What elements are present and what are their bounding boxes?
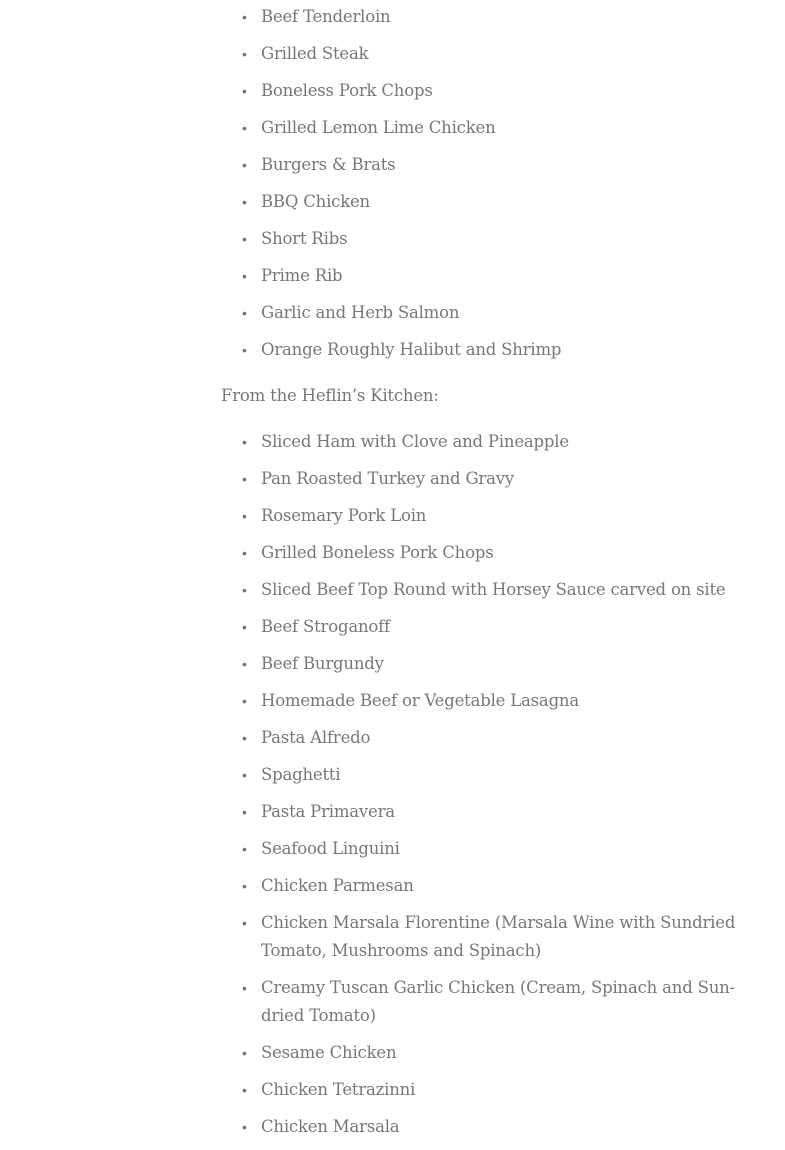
- bullet-icon: •: [242, 1082, 247, 1098]
- bullet-icon: •: [242, 767, 247, 783]
- bullet-icon: •: [242, 268, 247, 284]
- bullet-icon: •: [242, 83, 247, 99]
- bullet-icon: •: [242, 508, 247, 524]
- bullet-icon: •: [242, 305, 247, 321]
- list-item-text: Grilled Lemon Lime Chicken: [261, 118, 496, 137]
- list-item: [221, 428, 761, 456]
- list-item: [221, 761, 761, 789]
- list-item-text: Seafood Linguini: [261, 839, 400, 858]
- list-item-text: Burgers & Brats: [261, 155, 396, 174]
- list-item-text: Sesame Chicken: [261, 1043, 397, 1062]
- list-item: [221, 3, 761, 31]
- list-item: [221, 262, 761, 290]
- list-item-text: Orange Roughly Halibut and Shrimp: [261, 340, 562, 359]
- list-item: [221, 798, 761, 826]
- list-item-text: Chicken Parmesan: [261, 876, 414, 895]
- list-item-text: Short Ribs: [261, 229, 348, 248]
- bullet-icon: •: [242, 841, 247, 857]
- list-item-text: Beef Tenderloin: [261, 7, 391, 26]
- list-item: [221, 151, 761, 179]
- bullet-icon: •: [242, 9, 247, 25]
- list-item-text: Rosemary Pork Loin: [261, 506, 427, 525]
- bullet-icon: •: [242, 915, 247, 931]
- list-item: [221, 974, 761, 1030]
- list-item: [221, 299, 761, 327]
- list-item: [221, 613, 761, 641]
- list-item-text: Sliced Ham with Clove and Pineapple: [261, 432, 569, 451]
- list-item-text: Beef Burgundy: [261, 654, 384, 673]
- list-item-text: Chicken Tetrazinni: [261, 1080, 416, 1099]
- list-item: [221, 835, 761, 863]
- list-item: [221, 576, 761, 604]
- list-item-text: BBQ Chicken: [261, 192, 370, 211]
- list-item: [221, 188, 761, 216]
- list-item-text: Pasta Alfredo: [261, 728, 371, 747]
- bullet-icon: •: [242, 980, 247, 996]
- list-item: [221, 1076, 761, 1104]
- list-item: [221, 1113, 761, 1141]
- list-item-text: Garlic and Herb Salmon: [261, 303, 460, 322]
- list-item: [221, 687, 761, 715]
- bullet-icon: •: [242, 545, 247, 561]
- list-item-text: Chicken Marsala Florentine (Marsala Wine with Sundried Tomato, Mushrooms and Spinach): [261, 913, 736, 960]
- list-item: [221, 909, 761, 965]
- bullet-icon: •: [242, 342, 247, 358]
- bullet-icon: •: [242, 120, 247, 136]
- bullet-icon: •: [242, 471, 247, 487]
- list-item-text: Boneless Pork Chops: [261, 81, 433, 100]
- list-item-text: Grilled Boneless Pork Chops: [261, 543, 494, 562]
- list-item: [221, 114, 761, 142]
- list-item: [221, 225, 761, 253]
- list-item-text: Pan Roasted Turkey and Gravy: [261, 469, 515, 488]
- list-item: [221, 77, 761, 105]
- bullet-icon: •: [242, 46, 247, 62]
- bullet-icon: •: [242, 157, 247, 173]
- bullet-icon: •: [242, 1045, 247, 1061]
- list-item: [221, 724, 761, 752]
- list-item: [221, 336, 761, 364]
- list-item-text: Prime Rib: [261, 266, 343, 285]
- bullet-icon: •: [242, 804, 247, 820]
- list-item-text: Pasta Primavera: [261, 802, 395, 821]
- kitchen-menu-list: [221, 428, 761, 1150]
- bullet-icon: •: [242, 231, 247, 247]
- bullet-icon: •: [242, 1119, 247, 1135]
- bullet-icon: •: [242, 582, 247, 598]
- list-item: [221, 40, 761, 68]
- list-item: [221, 1039, 761, 1067]
- kitchen-section-heading: From the Heflin’s Kitchen:: [221, 386, 439, 405]
- list-item: [221, 502, 761, 530]
- list-item-text: Beef Stroganoff: [261, 617, 390, 636]
- list-item-text: Sliced Beef Top Round with Horsey Sauce carved on site: [261, 580, 726, 599]
- bullet-icon: •: [242, 619, 247, 635]
- list-item-text: Spaghetti: [261, 765, 341, 784]
- bullet-icon: •: [242, 693, 247, 709]
- grill-menu-list: [221, 3, 761, 373]
- list-item-text: Chicken Marsala: [261, 1117, 400, 1136]
- list-item: [221, 650, 761, 678]
- list-item-text: Creamy Tuscan Garlic Chicken (Cream, Spinach and Sun-dried Tomato): [261, 978, 735, 1025]
- bullet-icon: •: [242, 730, 247, 746]
- bullet-icon: •: [242, 878, 247, 894]
- list-item: [221, 872, 761, 900]
- bullet-icon: •: [242, 656, 247, 672]
- bullet-icon: •: [242, 434, 247, 450]
- bullet-icon: •: [242, 194, 247, 210]
- list-item-text: Grilled Steak: [261, 44, 369, 63]
- list-item: [221, 539, 761, 567]
- list-item: [221, 465, 761, 493]
- list-item-text: Homemade Beef or Vegetable Lasagna: [261, 691, 579, 710]
